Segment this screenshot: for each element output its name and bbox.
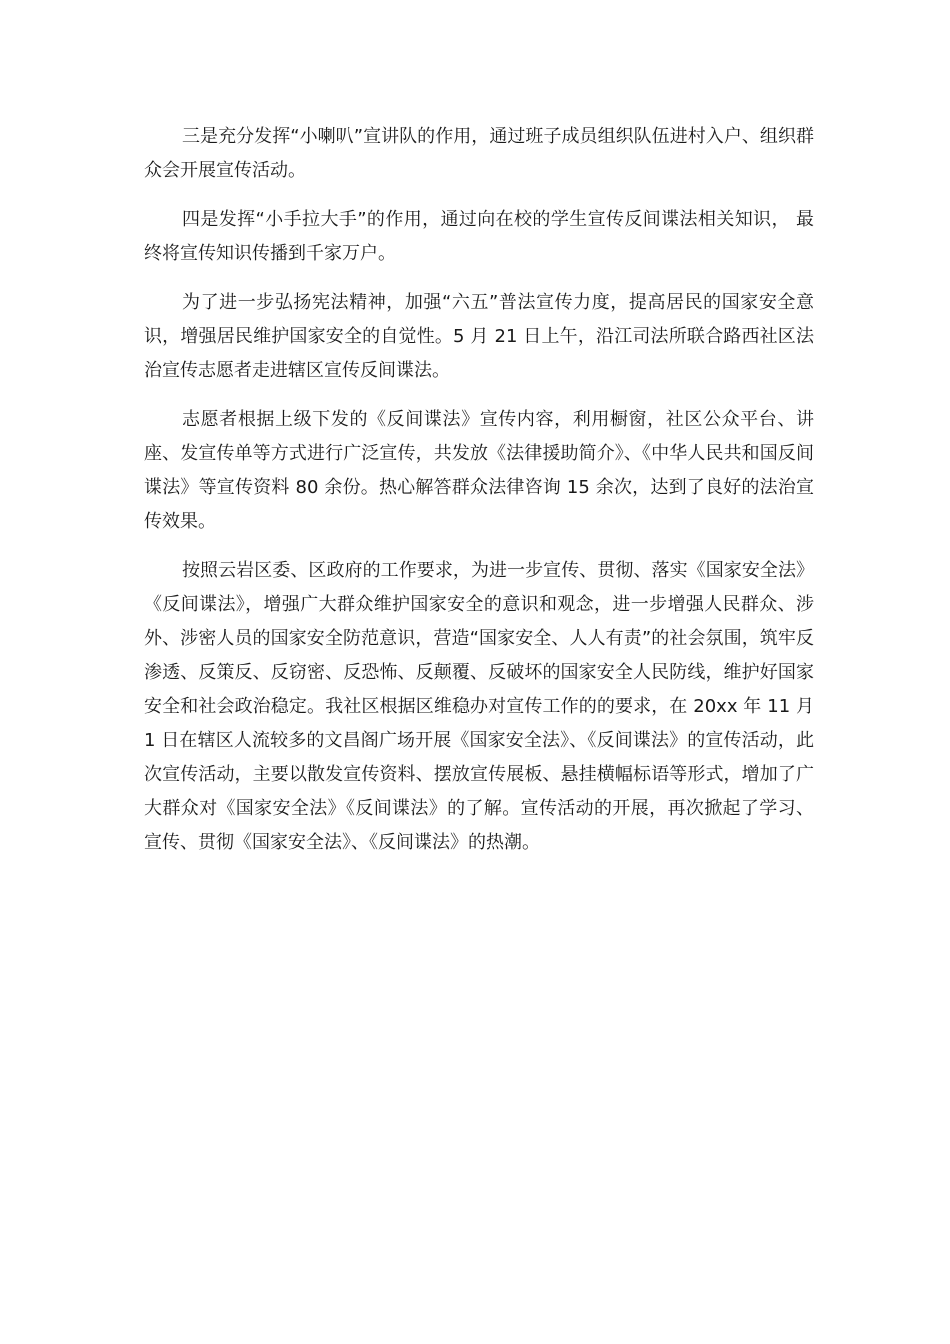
document-body — [144, 120, 814, 875]
paragraph-small-hands-big-hands: 四是发挥“小手拉大手”的作用，通过向在校的学生宣传反间谍法相关知识， 最终将宣传知识传播到千家万户。 — [144, 209, 814, 264]
paragraph-constitution-spirit: 为了进一步弘扬宪法精神，加强“六五”普法宣传力度，提高居民的国家安全意识，增强居民维护国家安全的自觉性。5 月 21 日上午，沿江司法所联合路西社区法治宣传志愿者走进辖区宣传反间谍法。 — [144, 292, 814, 381]
paragraph-national-security-activity: 按照云岩区委、区政府的工作要求，为进一步宣传、贯彻、落实《国家安全法》《反间谍法》，增强广大群众维护国家安全的意识和观念，进一步增强人民群众、涉外、涉密人员的国家安全防范意识，营造“国家安全、人人有责”的社会氛围，筑牢反渗透、反策反、反窃密、反恐怖、反颠覆、反破坏的国家安全人民防线，维护好国家安全和社会政治稳定。我社区根据区维稳办对宣传工作的的要求，在 20xx 年 11 月 1 日在辖区人流较多的文昌阁广场开展《国家安全法》、《反间谍法》的宣传活动，此次宣传活动，主要以散发宣传资料、摆放宣传展板、悬挂横幅标语等形式，增加了广大群众对《国家安全法》《反间谍法》的了解。宣传活动的开展，再次掀起了学习、宣传、贯彻《国家安全法》、《反间谍法》的热潮。 — [144, 560, 814, 853]
paragraph-small-speaker-team: 三是充分发挥“小喇叭”宣讲队的作用，通过班子成员组织队伍进村入户、组织群众会开展宣传活动。 — [144, 126, 814, 181]
paragraph-volunteers-publicity: 志愿者根据上级下发的《反间谍法》宣传内容，利用橱窗，社区公众平台、讲座、发宣传单等方式进行广泛宣传，共发放《法律援助简介》、《中华人民共和国反间谍法》等宣传资料 80 余份。热心解答群众法律咨询 15 余次，达到了良好的法治宣传效果。 — [144, 409, 814, 532]
